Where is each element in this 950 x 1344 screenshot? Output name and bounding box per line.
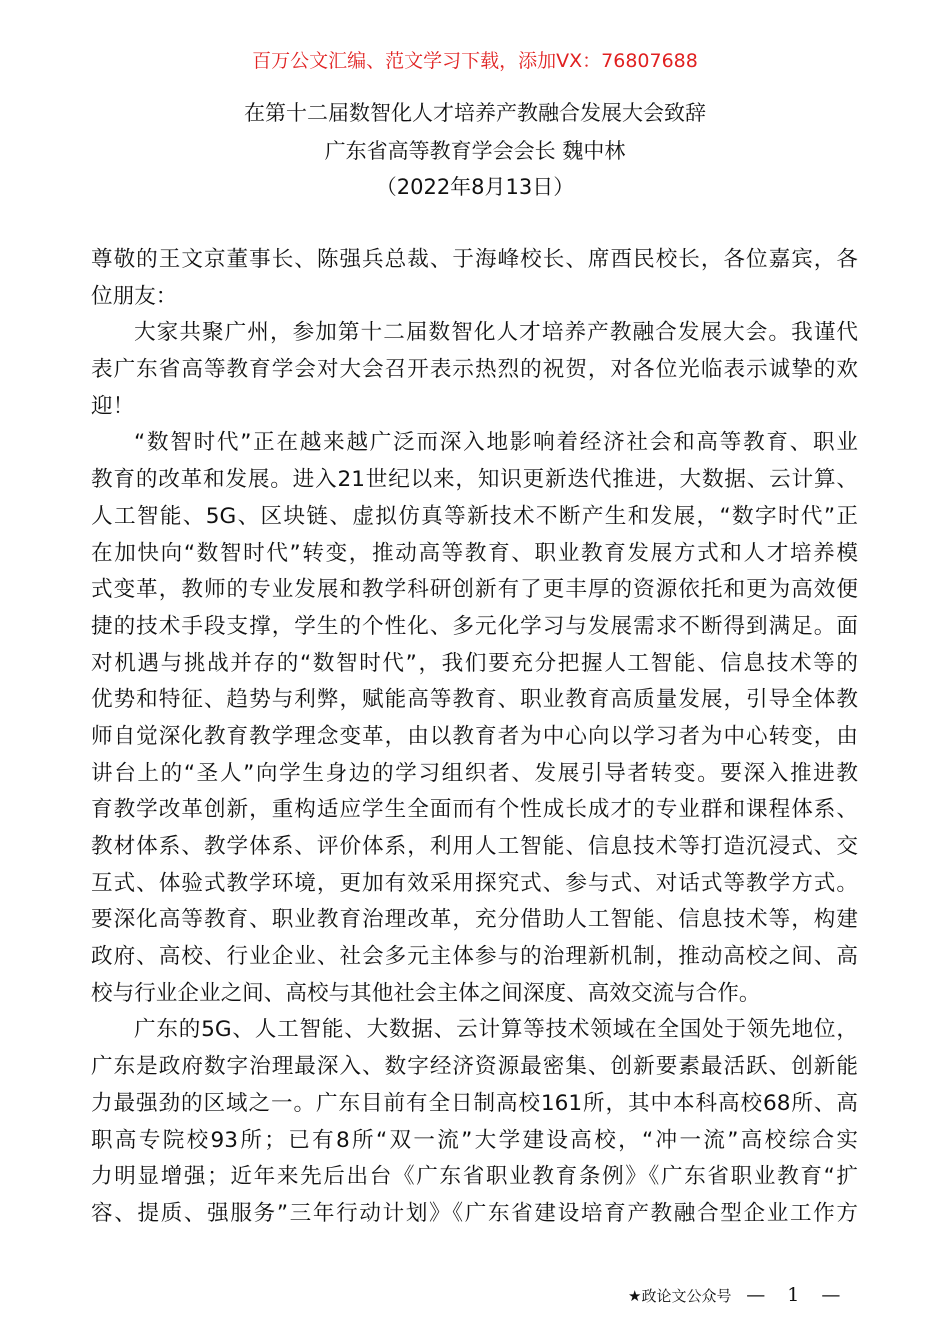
text-line: 职高专院校93所；已有8所“双一流”大学建设高校，“冲一流”高校综合实 [91,1127,858,1153]
text-line: 校与行业企业之间、高校与其他社会主体之间深度、高效交流与合作。 [91,980,761,1006]
page-number: — 1 — [746,1284,849,1306]
text-line: 教育的改革和发展。进入21世纪以来，知识更新迭代推进，大数据、云计算、 [91,467,858,493]
text-line: 表广东省高等教育学会对大会召开表示热烈的祝贺，对各位光临表示诚挚的欢 [91,357,858,383]
text-line: 师自觉深化教育教学理念变革，由以教育者为中心向以学习者为中心转变，由 [91,723,858,749]
text-line: “数智时代”正在越来越广泛而深入地影响着经济社会和高等教育、职业 [134,430,858,456]
text-line: 育教学改革创新，重构适应学生全面而有个性成长成才的专业群和课程体系、 [91,797,858,823]
text-line: 力最强劲的区域之一。广东目前有全日制高校161所，其中本科高校68所、高 [91,1090,858,1116]
text-line: 在加快向“数智时代”转变，推动高等教育、职业教育发展方式和人才培养模 [91,540,858,566]
text-line: 迎！ [91,393,135,419]
text-line: 政府、高校、行业企业、社会多元主体参与的治理新机制，推动高校之间、高 [91,944,858,970]
text-line: 要深化高等教育、职业教育治理改革，充分借助人工智能、信息技术等，构建 [91,907,858,933]
paragraph [91,315,858,425]
text-line: 容、提质、强服务”三年行动计划》《广东省建设培育产教融合型企业工作方 [91,1200,858,1226]
download-banner: 百万公文汇编、范文学习下载，添加VX：76807688 [252,50,698,72]
text-line: 广东的5G、人工智能、大数据、云计算等技术领域在全国处于领先地位， [134,1017,858,1043]
text-line: 优势和特征、趋势与利弊，赋能高等教育、职业教育高质量发展，引导全体教 [91,687,858,713]
text-line: 位朋友： [91,283,178,309]
text-line: 力明显增强；近年来先后出台《广东省职业教育条例》《广东省职业教育“扩 [91,1164,858,1190]
text-line: 互式、体验式教学环境，更加有效采用探究式、参与式、对话式等教学方式。 [91,870,858,896]
footer-source: ★政论文公众号 [628,1287,732,1305]
paragraph [91,1012,858,1232]
document-date: （2022年8月13日） [375,175,575,199]
document-title: 在第十二届数智化人才培养产教融合发展大会致辞 [244,101,706,125]
document-body [91,242,858,1233]
text-line: 广东是政府数字治理最深入、数字经济资源最密集、创新要素最活跃、创新能 [91,1054,858,1080]
page-footer [628,1284,848,1306]
text-line: 式变革，教师的专业发展和教学科研创新有了更丰厚的资源依托和更为高效便 [91,577,858,603]
text-line: 人工智能、5G、区块链、虚拟仿真等新技术不断产生和发展，“数字时代”正 [91,503,858,529]
text-line: 尊敬的王文京董事长、陈强兵总裁、于海峰校长、席酉民校长，各位嘉宾，各 [91,247,858,272]
paragraph [91,242,858,315]
text-line: 捷的技术手段支撑，学生的个性化、多元化学习与发展需求不断得到满足。面 [91,613,858,639]
paragraph [91,425,858,1012]
text-line: 大家共聚广州，参加第十二届数智化人才培养产教融合发展大会。我谨代 [134,320,858,346]
text-line: 教材体系、教学体系、评价体系，利用人工智能、信息技术等打造沉浸式、交 [91,834,858,859]
text-line: 对机遇与挑战并存的“数智时代”，我们要充分把握人工智能、信息技术等的 [91,650,858,676]
text-line: 讲台上的“圣人”向学生身边的学习组织者、发展引导者转变。要深入推进教 [91,760,858,786]
document-author: 广东省高等教育学会会长 魏中林 [324,139,626,163]
